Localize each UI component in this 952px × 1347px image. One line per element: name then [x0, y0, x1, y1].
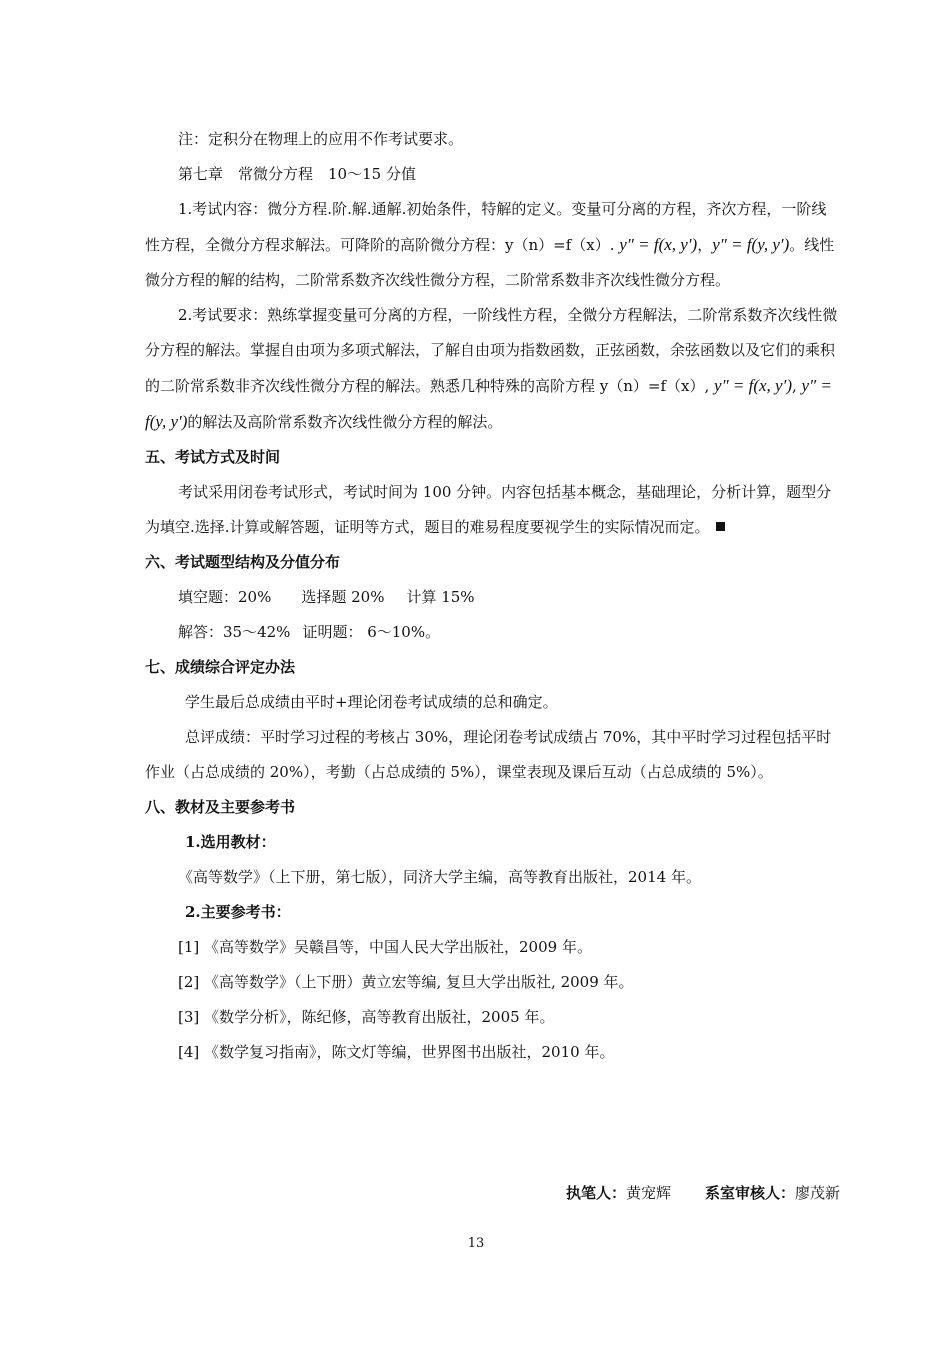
calc-weight: 计算 15%	[406, 588, 475, 606]
fill-blank-weight: 填空题：20%	[178, 588, 272, 606]
page-number: 13	[467, 1236, 485, 1251]
reference-item: [2] 《高等数学》（上下册）黄立宏等编, 复旦大学出版社, 2009 年。	[178, 973, 634, 991]
equation-4: y″ = f(y, y′)	[145, 376, 832, 431]
writer-name: 黄宠辉	[625, 1184, 671, 1202]
content-text-a: 1.考试内容：微分方程.阶.解.通解.初始条件，特解的定义。变量可分离的方程，齐次方程，一阶线性方程，全微分方程求解法。可降阶的高阶微分方程：y（n）=f（x）.	[145, 200, 827, 254]
document-body	[145, 122, 840, 1070]
section7-paragraph1: 学生最后总成绩由平时+理论闭卷考试成绩的总和确定。	[185, 693, 558, 711]
section5-heading: 五、考试方式及时间	[145, 448, 281, 466]
equation-3: y″ = f(x, y′)	[714, 376, 792, 395]
reference-item: [3] 《数学分析》，陈纪修，高等教育出版社，2005 年。	[178, 1008, 555, 1026]
writer-label: 执笔人：	[565, 1184, 626, 1202]
note-paragraph: 注：定积分在物理上的应用不作考试要求。	[178, 130, 464, 148]
req-text-b: 的解法及高阶常系数齐次线性微分方程的解法。	[187, 413, 503, 431]
section6-line2	[145, 615, 840, 650]
references-subheading: 2.主要参考书：	[185, 903, 291, 921]
equation-1: y″ = f(x, y′)	[619, 235, 698, 254]
chapter7-requirement-paragraph	[145, 298, 840, 440]
section7-paragraph2: 总评成绩：平时学习过程的考核占 30%，理论闭卷考试成绩占 70%，其中平时学习过程包括平时作业（占总成绩的 20%），考勤（占总成绩的 5%），课堂表现及课后互动（占总成绩的 5%）。	[145, 728, 832, 781]
choice-weight: 选择题 20%	[301, 588, 385, 606]
section6-heading: 六、考试题型结构及分值分布	[145, 553, 341, 571]
answer-weight: 解答：35～42%	[178, 623, 291, 641]
end-square-icon	[716, 522, 725, 531]
req-text-a: 2.考试要求：熟练掌握变量可分离的方程，一阶线性方程，全微分方程解法，二阶常系数齐次线性微分方程的解法。掌握自由项为多项式解法，了解自由项为指数函数，正弦函数，余弦函数以及它们的乘积的二阶常系数非齐次线性微分方程的解法。熟悉几种特殊的高阶方程 y（n）=f（x）,	[145, 306, 838, 395]
proof-weight: 证明题： 6～10%。	[302, 623, 441, 641]
chapter7-title: 第七章 常微分方程 10～15 分值	[178, 165, 416, 183]
chapter7-content-paragraph	[145, 192, 840, 298]
reference-item: [1] 《高等数学》吴赣昌等，中国人民大学出版社，2009 年。	[178, 938, 592, 956]
reviewer-label: 系室审核人：	[704, 1184, 795, 1202]
textbook-subheading: 1.选用教材：	[185, 833, 276, 851]
section6-line1	[145, 580, 840, 615]
section7-heading: 七、成绩综合评定办法	[145, 658, 296, 676]
section8-heading: 八、教材及主要参考书	[145, 798, 296, 816]
textbook-entry: 《高等数学》（上下册，第七版），同济大学主编，高等教育出版社，2014 年。	[178, 868, 701, 886]
sep-1: ，	[697, 236, 713, 254]
section5-paragraph	[145, 475, 840, 545]
equation-2: y″ = f(y, y′)	[712, 235, 790, 254]
signature-line	[566, 1182, 840, 1203]
content-text-b: 。线性微分方程的解的结构，二阶常系数齐次线性微分方程，二阶常系数非齐次线性微分方程。	[145, 236, 835, 289]
reference-item: [4] 《数学复习指南》，陈文灯等编，世界图书出版社，2010 年。	[178, 1043, 615, 1061]
section5-text: 考试采用闭卷考试形式，考试时间为 100 分钟。内容包括基本概念，基础理论，分析计算，题型分为填空.选择.计算或解答题，证明等方式，题目的难易程度要视学生的实际情况而定。	[145, 483, 832, 536]
sep-2: ,	[791, 377, 802, 395]
reviewer-name: 廖茂新	[794, 1184, 840, 1202]
